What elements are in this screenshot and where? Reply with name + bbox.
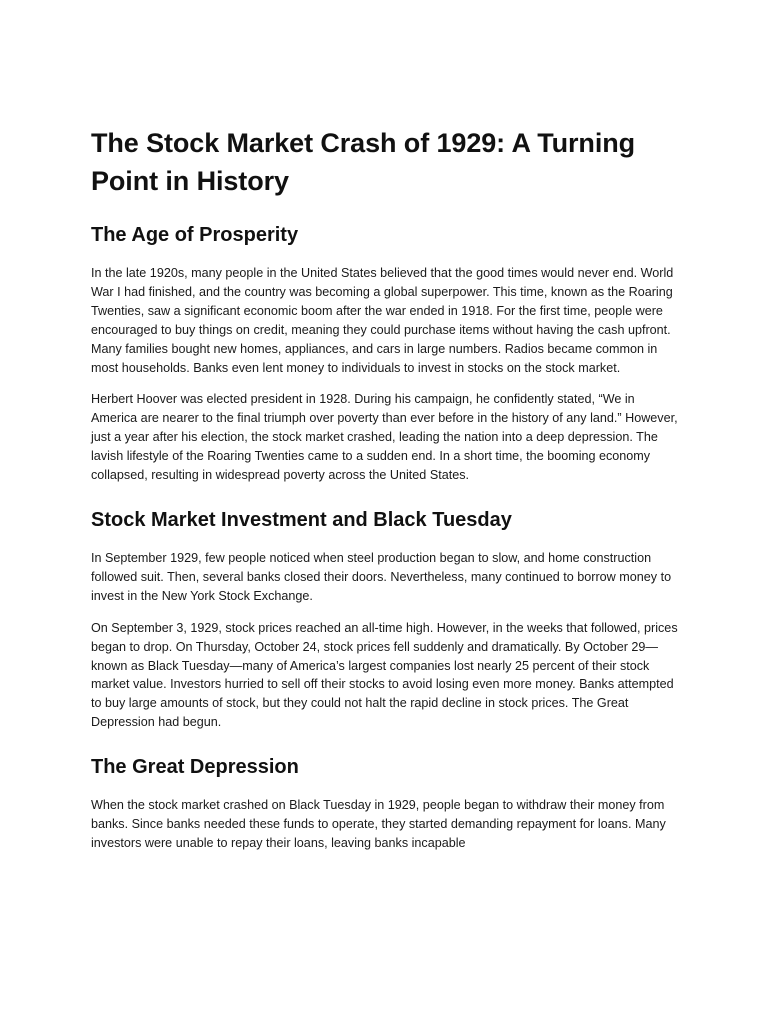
paragraph: In September 1929, few people noticed when steel production began to slow, and home construction followed suit. Then, several banks closed their doors. Nevertheless, many continued to borrow money to invest in the New York Stock Exchange. — [91, 550, 672, 603]
section-age-of-prosperity — [91, 222, 681, 485]
section-black-tuesday — [91, 507, 681, 732]
paragraph: In the late 1920s, many people in the United States believed that the good times would never end. World War I had finished, and the country was becoming a global superpower. This time, known as the Roaring Twenties, saw a significant economic boom after the war ended in 1918. For the first time, people were encouraged to buy things on credit, meaning they could purchase items without having the cash upfront. Many families bought new homes, appliances, and cars in large numbers. Radios became common in most households. Banks even lent money to individuals to invest in stocks on the stock market. — [91, 266, 674, 375]
section-great-depression — [91, 754, 681, 853]
paragraph: When the stock market crashed on Black Tuesday in 1929, people began to withdraw their money from banks. Since banks needed these funds to operate, they started demanding repayment for loans. Many investors were unable to repay their loans, leaving banks incapable — [91, 798, 666, 850]
section-heading: The Great Depression — [91, 756, 299, 779]
section-heading: Stock Market Investment and Black Tuesday — [91, 508, 512, 531]
document-page — [91, 124, 681, 866]
document-title: The Stock Market Crash of 1929: A Turning Point in History — [91, 128, 636, 196]
paragraph: On September 3, 1929, stock prices reached an all-time high. However, in the weeks that followed, prices began to drop. On Thursday, October 24, stock prices fell suddenly and dramatically. By October 29—known as Black Tuesday—many of America’s largest companies lost nearly 25 percent of their stock market value. Investors hurried to sell off their stocks to avoid losing even more money. Banks attempted to buy large amounts of stock, but they could not halt the rapid decline in stock prices. The Great Depression had begun. — [91, 620, 678, 730]
paragraph: Herbert Hoover was elected president in 1928. During his campaign, he confidently stated, “We in America are nearer to the final triumph over poverty than ever before in the history of any land.” However, just a year after his election, the stock market crashed, leading the nation into a deep depression. The lavish lifestyle of the Roaring Twenties came to a sudden end. In a short time, the booming economy collapsed, resulting in widespread poverty across the United States. — [91, 392, 678, 483]
section-heading: The Age of Prosperity — [91, 224, 299, 246]
